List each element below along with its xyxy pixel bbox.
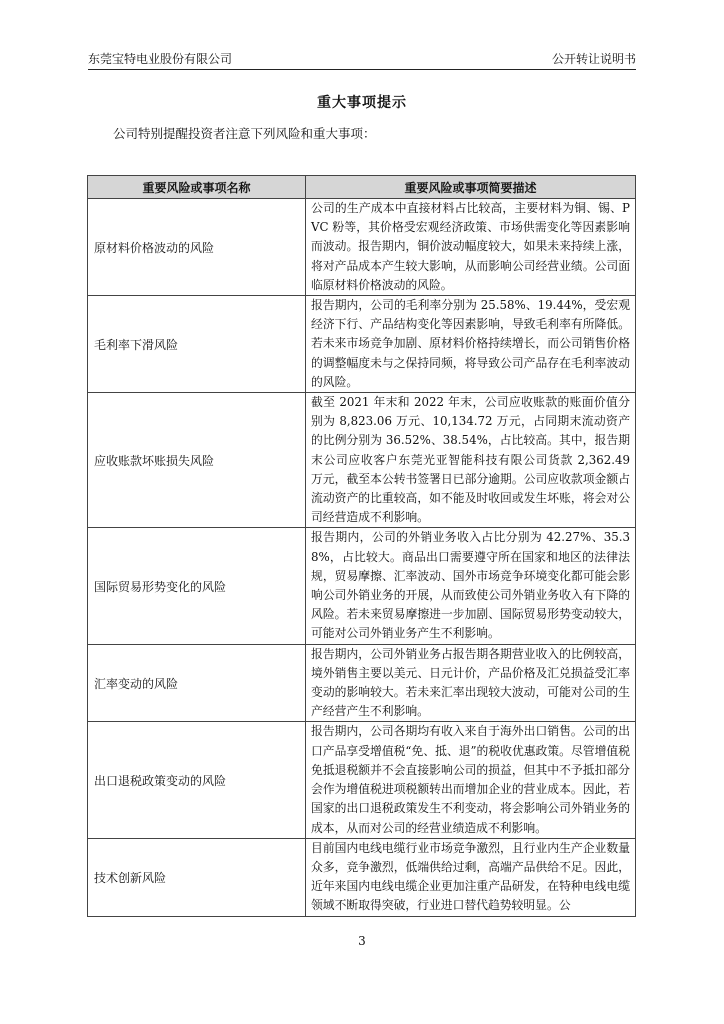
column-header-description: 重要风险或事项简要描述 [306,176,636,199]
risk-table [87,175,636,917]
header-divider [88,69,636,70]
risk-description: 报告期内，公司的外销业务收入占比分别为 42.27%、35.38%，占比较大。商品出口需要遵守所在国家和地区的法律法规，贸易摩擦、汇率波动、国外市场竞争环境变化都可能会影响公司外销业务的开展，从而致使公司外销业务收入有下降的风险。若未来贸易摩擦进一步加剧、国际贸易形势变动较大，可能对公司外销业务产生不利影响。 [306,528,636,644]
risk-name: 汇率变动的风险 [88,644,306,722]
company-name: 东莞宝特电业股份有限公司 [88,52,233,66]
risk-name: 出口退税政策变动的风险 [88,722,306,838]
table-row [88,644,636,722]
risk-name: 国际贸易形势变化的风险 [88,528,306,644]
table-row [88,296,636,393]
risk-name: 技术创新风险 [88,838,306,916]
page-number: 3 [358,934,366,948]
intro-text: 公司特别提醒投资者注意下列风险和重大事项： [113,126,376,141]
risk-name: 应收账款坏账损失风险 [88,393,306,528]
risk-description: 目前国内电线电缆行业市场竞争激烈，且行业内生产企业数量众多，竞争激烈，低端供给过剩，高端产品供给不足。因此，近年来国内电线电缆企业更加注重产品研发，在特种电线电缆领域不断取得突破，行业进口替代趋势较明显。公 [306,838,636,916]
table-header-row [88,176,636,199]
risk-description: 公司的生产成本中直接材料占比较高，主要材料为铜、锡、PVC 粉等，其价格受宏观经济政策、市场供需变化等因素影响而波动。报告期内，铜价波动幅度较大，如果未来持续上涨，将对产品成本产生较大影响，从而影响公司经营业绩。公司面临原材料价格波动的风险。 [306,199,636,296]
page-header [88,50,636,68]
risk-name: 毛利率下滑风险 [88,296,306,393]
column-header-name: 重要风险或事项名称 [88,176,306,199]
table-row [88,722,636,838]
table-row [88,528,636,644]
table-row [88,838,636,916]
risk-name: 原材料价格波动的风险 [88,199,306,296]
document-type: 公开转让说明书 [551,52,636,66]
table-row [88,393,636,528]
risk-description: 截至 2021 年末和 2022 年末，公司应收账款的账面价值分别为 8,823.06 万元、10,134.72 万元，占同期末流动资产的比例分别为 36.52%、38.54%，占比较高。其中，报告期末公司应收客户东莞光亚智能科技有限公司货款 2,362.49 万元，截至本公转书签署日已部分逾期。公司应收款项金额占流动资产的比重较高，如不能及时收回或发生坏账，将会对公司经营造成不利影响。 [306,393,636,528]
page-title: 重大事项提示 [317,95,407,111]
risk-description: 报告期内，公司的毛利率分别为 25.58%、19.44%，受宏观经济下行、产品结构变化等因素影响，导致毛利率有所降低。若未来市场竞争加剧、原材料价格持续增长，而公司销售价格的调整幅度未与之保持同频，将导致公司产品存在毛利率波动的风险。 [306,296,636,393]
table-row [88,199,636,296]
risk-description: 报告期内，公司外销业务占报告期各期营业收入的比例较高，境外销售主要以美元、日元计价，产品价格及汇兑损益受汇率变动的影响较大。若未来汇率出现较大波动，可能对公司的生产经营产生不利影响。 [306,644,636,722]
risk-description: 报告期内，公司各期均有收入来自于海外出口销售。公司的出口产品享受增值税“免、抵、退”的税收优惠政策。尽管增值税免抵退税额并不会直接影响公司的损益，但其中不予抵扣部分会作为增值税进项税额转出而增加企业的营业成本。因此，若国家的出口退税政策发生不利变动，将会影响公司外销业务的成本，从而对公司的经营业绩造成不利影响。 [306,722,636,838]
